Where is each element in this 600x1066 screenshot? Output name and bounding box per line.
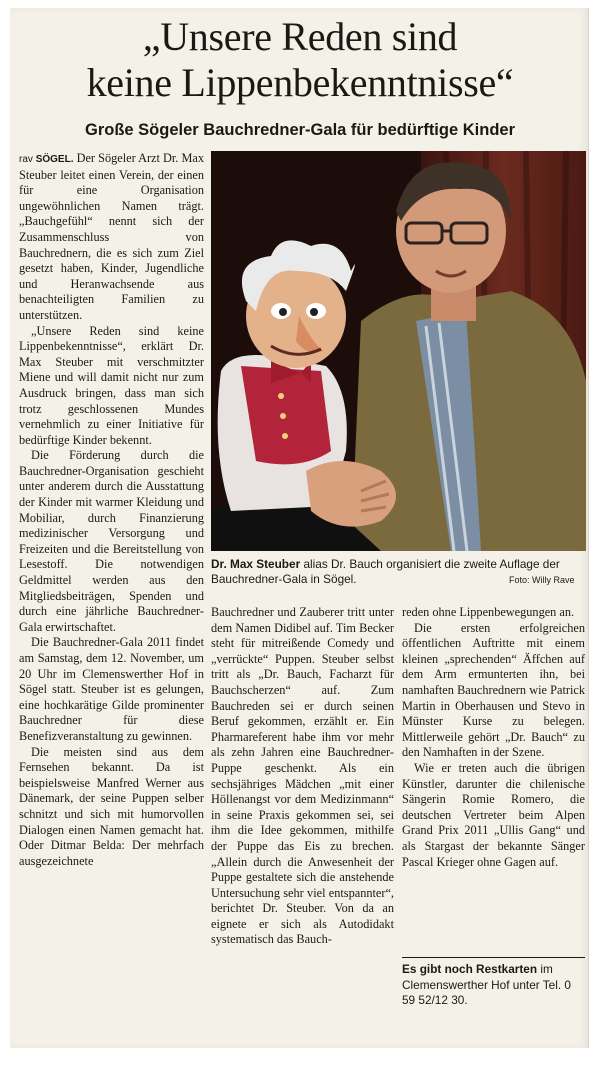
- ticket-info-box: [402, 962, 585, 1009]
- headline-line-2: keine Lippenbekenntnisse“: [86, 60, 514, 105]
- article-column-3: [402, 605, 585, 953]
- article-photo: [211, 151, 586, 551]
- article-paragraph: Die Förderung durch die Bauchredner-Organisation geschieht unter anderem durch die Ausstattung der Kinder mit warmer Kleidung und Mobiliar, durch Finanzierung medizinischer Versorgung und Freizeiten und die Bereitstellung von Lesestoff. Die notwendigen Geldmittel werden aus den Mitgliedsbeiträgen, Spenden und durch eine jährliche Bauchredner-Gala erwirtschaftet.: [19, 448, 204, 634]
- article-paragraph: „Unsere Reden sind keine Lippenbekenntnisse“, erklärt Dr. Max Steuber mit verschmitzter Miene und will damit nicht nur zum Ausdruck bringen, dass man sich trotz geschlossenen Mundes vernehmlich zu einer Initiative für bedürftige Kinder bekennt.: [19, 323, 204, 447]
- article-paragraph: Die Bauchredner-Gala 2011 findet am Samstag, dem 12. November, um 20 Uhr im Clemenswerther Hof in Sögel statt. Steuber ist es gelungen, eine hochkarätige Gilde prominenter Bauchredner für diese Benefizveranstaltung zu gewinnen.: [19, 635, 204, 743]
- article-paragraph: [19, 151, 204, 324]
- article-column-2: [211, 605, 394, 1030]
- article-paragraph: Die meisten sind aus dem Fernsehen bekannt. Da ist beispielsweise Manfred Werner aus Dänemark, der seine Puppen selber schnitzt und sich mit humorvollen Dialogen einen Namen gemacht hat. Oder Ditmar Belda: Der mehrfach ausgezeichnete: [19, 744, 204, 868]
- photo-illustration: [211, 151, 586, 551]
- article-paragraph: Die ersten erfolgreichen öffentlichen Auftritte mit einem kleinen „sprechenden“ Äffchen auf dem Arm ermunterten ihn, bei namhaften Bauchrednern wie Patrick Martin in Oberhausen und Stevo in Münster Kurse zu belegen. Mittlerweile gehört „Dr. Bauch“ zu den Namhaften in der Szene.: [402, 620, 585, 760]
- article-paragraph: reden ohne Lippenbewegungen an.: [402, 605, 575, 619]
- info-divider: [402, 957, 585, 958]
- article-paragraph: Bauchredner und Zauberer tritt unter dem Namen Didibel auf. Tim Becker steht für mitreißende Comedy und „verrückte“ Puppen. Steuber selbst tritt als „Dr. Bauch, Facharzt für Bauchscherzen“ auf. Zum Bauchreden sei er durch seinen Beruf gekommen, erzählt er. Ein Pharmareferent habe ihm vor mehr als zehn Jahren eine Bauchredner-Puppe geschenkt. Als ein sechsjähriges Mädchen „mit einer Höllenangst vor dem Medizinmann“ in seine Praxis gekommen sei, sei ihm die Idee gekommen, mithilfe der Puppe das Eis zu brechen. „Allein durch die Anwesenheit der Puppe gestaltete sich die anstehende Untersuchung sehr viel entspannter“, berichtet Dr. Steuber. Von da an eignete er sich als Autodidakt systematisch das Bauch-: [211, 605, 394, 947]
- dateline-place: SÖGEL.: [35, 154, 74, 165]
- ticket-info-text: im Clemenswerther Hof unter Tel. 0 59 52/12 30.: [402, 962, 571, 1007]
- paragraph-text: Der Sögeler Arzt Dr. Max Steuber leitet einen Verein, der einen für eine Organisation ungewöhnlichen Namen trägt. „Bauchgefühl“ nennt sich der Zusammenschluss von Bauchrednern, die es sich zum Ziel gesetzt haben, Kinder, Jugendliche und Heranwachsende aus benachteiligten Familien zu unterstützen.: [19, 151, 204, 322]
- article-column-1: [19, 151, 204, 1037]
- headline-line-1: „Unsere Reden sind: [142, 14, 458, 59]
- author-initials: rav: [19, 154, 33, 165]
- dateline: [19, 154, 74, 165]
- caption-text: alias Dr. Bauch organisiert die zweite Auflage der Bauchredner-Gala in Sögel.: [211, 557, 560, 586]
- photo-credit: Foto: Willy Rave: [509, 575, 575, 585]
- article-paragraph: Wie er treten auch die übrigen Künstler, darunter die chilenische Sängerin Romie Romero, die deutschen Vertreter beim Alpen Grand Prix 2011 „Ullis Gang“ und als Stargast der bekannte Sänger Pascal Krieger ohne Gagen auf.: [402, 760, 585, 869]
- ticket-info-bold: Es gibt noch Restkarten: [402, 962, 538, 976]
- caption-name: Dr. Max Steuber: [211, 557, 301, 571]
- subheadline: Große Sögeler Bauchredner-Gala für bedürftige Kinder: [85, 121, 515, 139]
